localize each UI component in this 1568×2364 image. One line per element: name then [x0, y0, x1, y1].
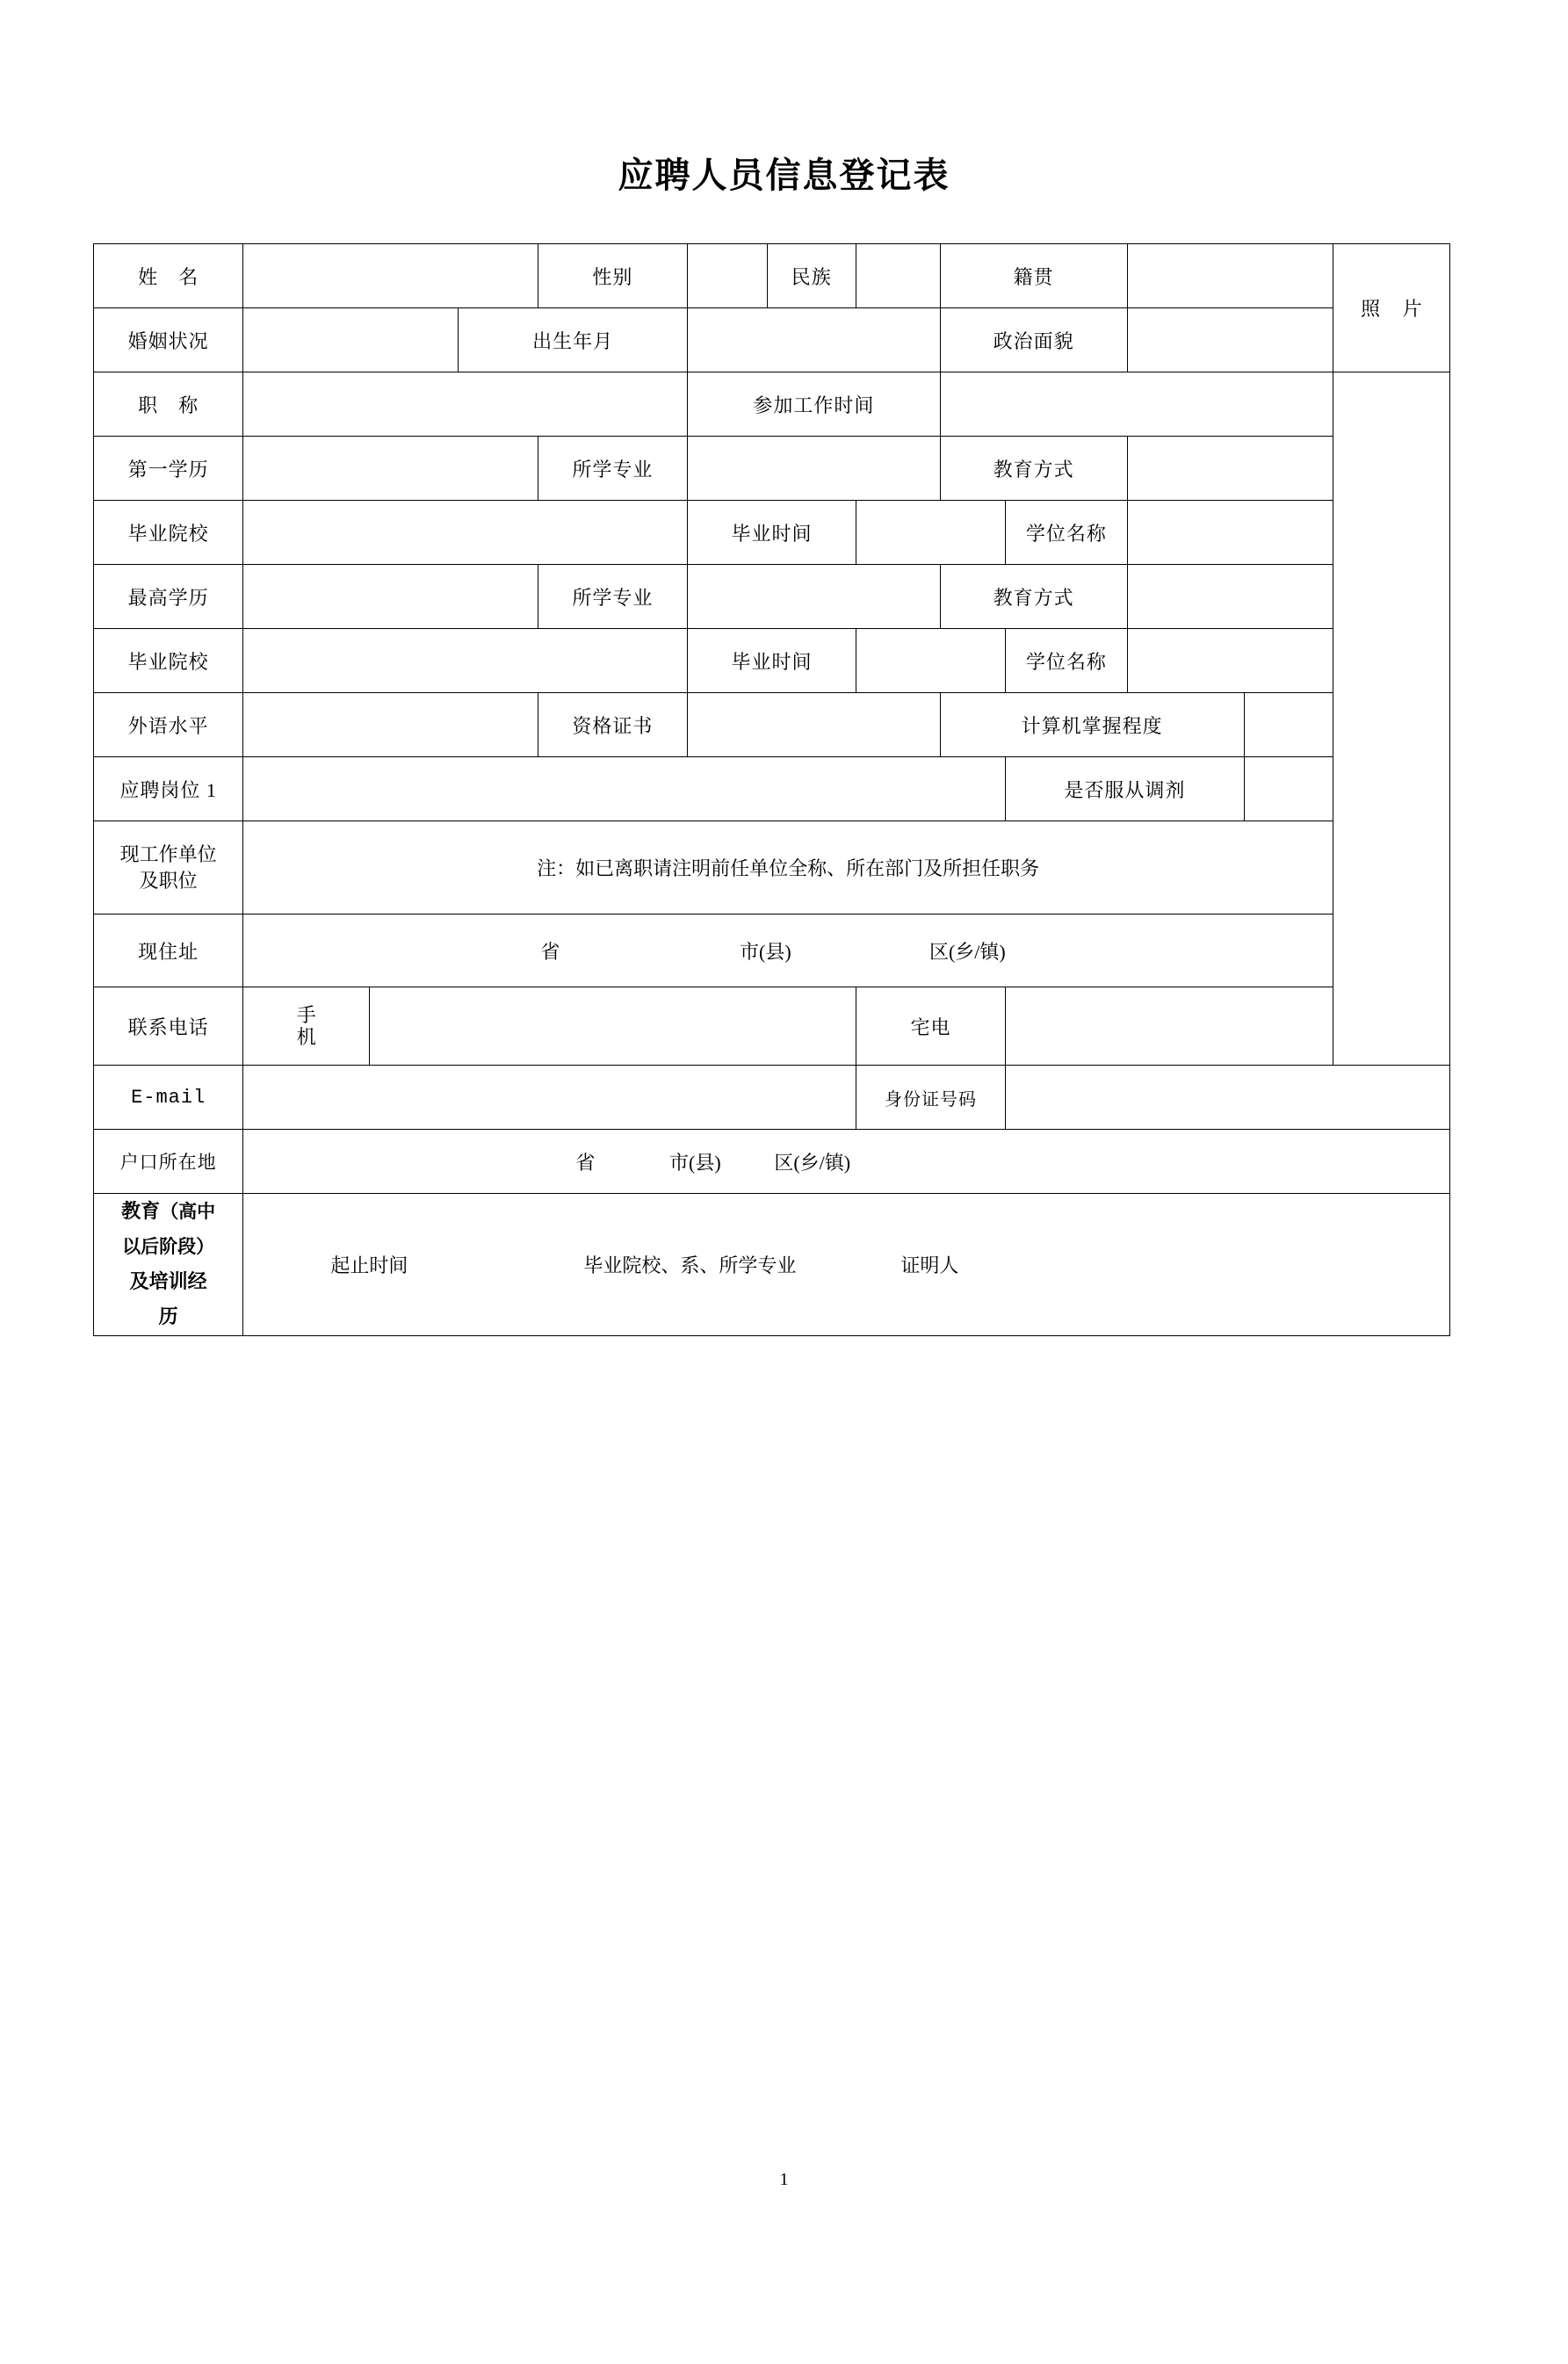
education-section-label [94, 1194, 243, 1336]
table-row [94, 821, 1450, 915]
gender-label: 性别 [538, 244, 687, 308]
education-mode-label-1: 教育方式 [940, 437, 1127, 501]
education-mode-label-2: 教育方式 [940, 565, 1127, 629]
education-label-line3: 及培训经 [129, 1269, 207, 1292]
native-place-value[interactable] [1127, 244, 1333, 308]
name-label: 姓 名 [94, 244, 243, 308]
hukou-province-label: 省 [575, 1151, 596, 1174]
ethnicity-label: 民族 [767, 244, 856, 308]
hukou-city-label: 市(县) [669, 1151, 721, 1174]
table-row [94, 693, 1450, 757]
graduation-time-value-1[interactable] [856, 501, 1005, 565]
education-label-line4: 历 [158, 1305, 178, 1328]
mobile-label: 手 机 [243, 987, 370, 1066]
table-row [94, 987, 1450, 1066]
job-title-value[interactable] [243, 372, 688, 437]
degree-name-label-2: 学位名称 [1006, 629, 1127, 693]
first-degree-value[interactable] [243, 437, 538, 501]
first-degree-label: 第一学历 [94, 437, 243, 501]
current-job-label-line1: 现工作单位 [119, 842, 217, 865]
address-label: 现住址 [94, 915, 243, 987]
work-start-label: 参加工作时间 [688, 372, 940, 437]
table-row [94, 308, 1450, 372]
school-value-1[interactable] [243, 501, 688, 565]
position-label: 应聘岗位 1 [94, 757, 243, 821]
current-job-label [94, 821, 243, 915]
current-job-note[interactable]: 注：如已离职请注明前任单位全称、所在部门及所担任职务 [243, 821, 1333, 915]
graduation-time-label-1: 毕业时间 [688, 501, 856, 565]
computer-skill-value[interactable] [1244, 693, 1333, 757]
table-row [94, 1130, 1450, 1194]
home-phone-value[interactable] [1006, 987, 1450, 1066]
table-row [94, 244, 1450, 308]
document-page [0, 148, 1568, 2364]
foreign-language-label: 外语水平 [94, 693, 243, 757]
education-label-line1: 教育（高中 [121, 1200, 216, 1222]
job-title-label: 职 称 [94, 372, 243, 437]
education-header-time: 起止时间 [330, 1254, 408, 1276]
name-value[interactable] [243, 244, 538, 308]
hukou-value[interactable] [243, 1130, 1450, 1194]
native-place-label: 籍贯 [940, 244, 1127, 308]
education-mode-value-2[interactable] [1127, 565, 1333, 629]
table-row [94, 915, 1450, 987]
highest-degree-label: 最高学历 [94, 565, 243, 629]
table-row [94, 501, 1450, 565]
marital-status-value[interactable] [243, 308, 459, 372]
major-value-1[interactable] [688, 437, 940, 501]
table-row [94, 629, 1450, 693]
degree-name-value-1[interactable] [1127, 501, 1333, 565]
birth-date-label: 出生年月 [459, 308, 688, 372]
education-entries-area[interactable] [243, 1194, 1450, 1336]
contact-phone-label: 联系电话 [94, 987, 243, 1066]
id-number-value[interactable] [1006, 1066, 1450, 1130]
applicant-info-form [93, 243, 1450, 1336]
gender-value[interactable] [688, 244, 768, 308]
id-number-label: 身份证号码 [856, 1066, 1005, 1130]
ethnicity-value[interactable] [856, 244, 940, 308]
home-phone-label: 宅电 [856, 987, 1005, 1066]
political-status-label: 政治面貌 [940, 308, 1127, 372]
highest-degree-value[interactable] [243, 565, 538, 629]
computer-skill-label: 计算机掌握程度 [940, 693, 1244, 757]
transfer-willing-label: 是否服从调剂 [1006, 757, 1245, 821]
degree-name-value-2[interactable] [1127, 629, 1333, 693]
table-row [94, 565, 1450, 629]
work-start-value[interactable] [940, 372, 1333, 437]
email-label: E-mail [94, 1066, 243, 1130]
political-status-value[interactable] [1127, 308, 1333, 372]
certificate-value[interactable] [688, 693, 940, 757]
hukou-district-label: 区(乡/镇) [774, 1151, 851, 1174]
address-province-label: 省 [540, 940, 560, 963]
table-row [94, 437, 1450, 501]
transfer-willing-value[interactable] [1244, 757, 1333, 821]
education-label-line2: 以后阶段） [122, 1235, 215, 1257]
major-label-1: 所学专业 [538, 437, 687, 501]
education-header-school: 毕业院校、系、所学专业 [583, 1254, 797, 1276]
address-value[interactable] [243, 915, 1450, 987]
page-title: 应聘人员信息登记表 [618, 155, 950, 196]
school-value-2[interactable] [243, 629, 688, 693]
address-district-label: 区(乡/镇) [929, 940, 1006, 963]
school-label-1: 毕业院校 [94, 501, 243, 565]
major-value-2[interactable] [688, 565, 940, 629]
table-row [94, 372, 1450, 437]
table-row [94, 1066, 1450, 1130]
email-value[interactable] [243, 1066, 856, 1130]
mobile-value[interactable] [370, 987, 856, 1066]
major-label-2: 所学专业 [538, 565, 687, 629]
page-number: 1 [779, 2170, 789, 2189]
certificate-label: 资格证书 [538, 693, 687, 757]
current-job-label-line2: 及职位 [139, 869, 198, 892]
graduation-time-label-2: 毕业时间 [688, 629, 856, 693]
position-value[interactable] [243, 757, 1006, 821]
graduation-time-value-2[interactable] [856, 629, 1005, 693]
table-row [94, 757, 1450, 821]
foreign-language-value[interactable] [243, 693, 538, 757]
degree-name-label-1: 学位名称 [1006, 501, 1127, 565]
table-row [94, 1194, 1450, 1336]
education-header-referee: 证明人 [900, 1254, 959, 1276]
marital-status-label: 婚姻状况 [94, 308, 243, 372]
hukou-label: 户口所在地 [94, 1130, 243, 1194]
school-label-2: 毕业院校 [94, 629, 243, 693]
birth-date-value[interactable] [688, 308, 940, 372]
address-city-label: 市(县) [740, 940, 791, 963]
education-mode-value-1[interactable] [1127, 437, 1333, 501]
photo-placeholder: 照 片 [1333, 244, 1449, 372]
